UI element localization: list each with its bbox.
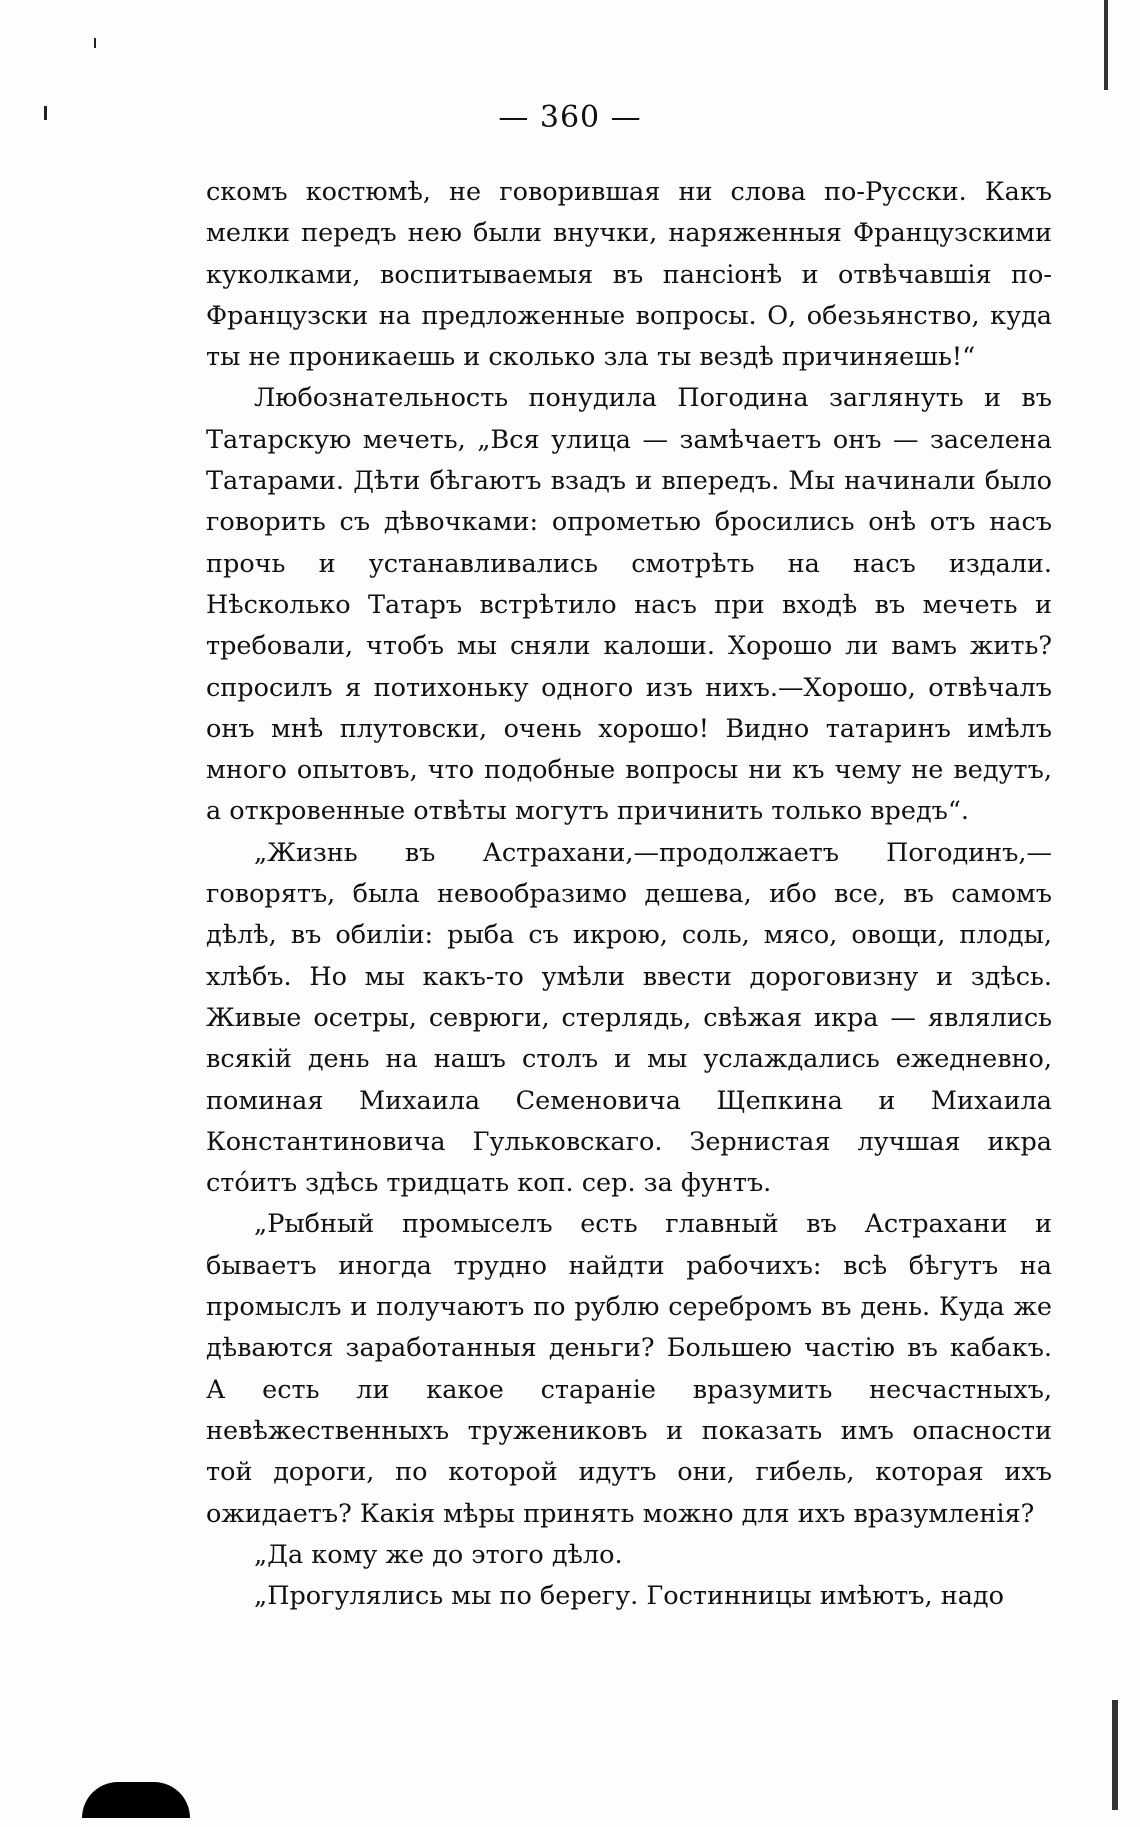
margin-mark (94, 38, 96, 48)
binding-edge (1104, 0, 1108, 90)
paragraph: „Рыбный промыселъ есть главный въ Астрахани и бываетъ иногда трудно найдти рабочихъ: всѣ бѣгутъ на промыслъ и получаютъ по рублю серебромъ въ день. Куда же дѣваются заработанныя деньги? Большею частію въ кабакъ. А есть ли какое стараніе вразумить несчастныхъ, невѣжественныхъ тружениковъ и показать имъ опасности той дороги, по которой идутъ они, гибель, которая ихъ ожидаетъ? Какія мѣры принять можно для ихъ вразумленія? (206, 1209, 1052, 1529)
paragraph: скомъ костюмѣ, не говорившая ни слова по-Русски. Какъ мелки передъ нею были внучки, наряженныя Французскими куколками, воспитываемыя въ пансіонѣ и отвѣчавшія по-Французски на предложенные вопросы. О, обезьянство, куда ты не проникаешь и сколько зла ты вездѣ причиняешь!“ (206, 177, 1052, 373)
paragraph: „Прогулялись мы по берегу. Гостинницы имѣютъ, надо (254, 1581, 1004, 1612)
page-number: — 360 — (498, 100, 642, 135)
paragraph: „Жизнь въ Астрахани,—продолжаетъ Погодинъ,—говорятъ, была невообразимо дешева, ибо все, въ самомъ дѣлѣ, въ обиліи: рыба съ икрою, соль, мясо, овощи, плоды, хлѣбъ. Но мы какъ-то умѣли ввести дороговизну и здѣсь. Живые осетры, севрюги, стерлядь, свѣжая икра — являлись всякій день на нашъ столъ и мы услаждались ежедневно, поминая Михаила Семеновича Щепкина и Михаила Константиновича Гульковскаго. Зернистая лучшая икра стóитъ здѣсь тридцать коп. сер. за фунтъ. (206, 837, 1052, 1199)
body-text (206, 172, 1052, 1617)
paragraph: Любознательность понудила Погодина заглянуть и въ Татарскую мечеть, „Вся улица — замѣчаетъ онъ — заселена Татарами. Дѣти бѣгаютъ взадъ и впередъ. Мы начинали было говорить съ дѣвочками: опрометью бросились онѣ отъ насъ прочь и устанавливались смотрѣть на насъ издали. Нѣсколько Татаръ встрѣтило насъ при входѣ въ мечеть и требовали, чтобъ мы сняли калоши. Хорошо ли вамъ жить? спросилъ я потихоньку одного изъ нихъ.—Хорошо, отвѣчалъ онъ мнѣ плутовски, очень хорошо! Видно татаринъ имѣлъ много опытовъ, что подобные вопросы ни къ чему не ведутъ, а откровенные отвѣты могутъ причинить только вредъ“. (206, 383, 1052, 827)
ink-blot (82, 1782, 190, 1818)
binding-edge (1112, 1700, 1118, 1810)
paragraph: „Да кому же до этого дѣло. (254, 1539, 623, 1570)
